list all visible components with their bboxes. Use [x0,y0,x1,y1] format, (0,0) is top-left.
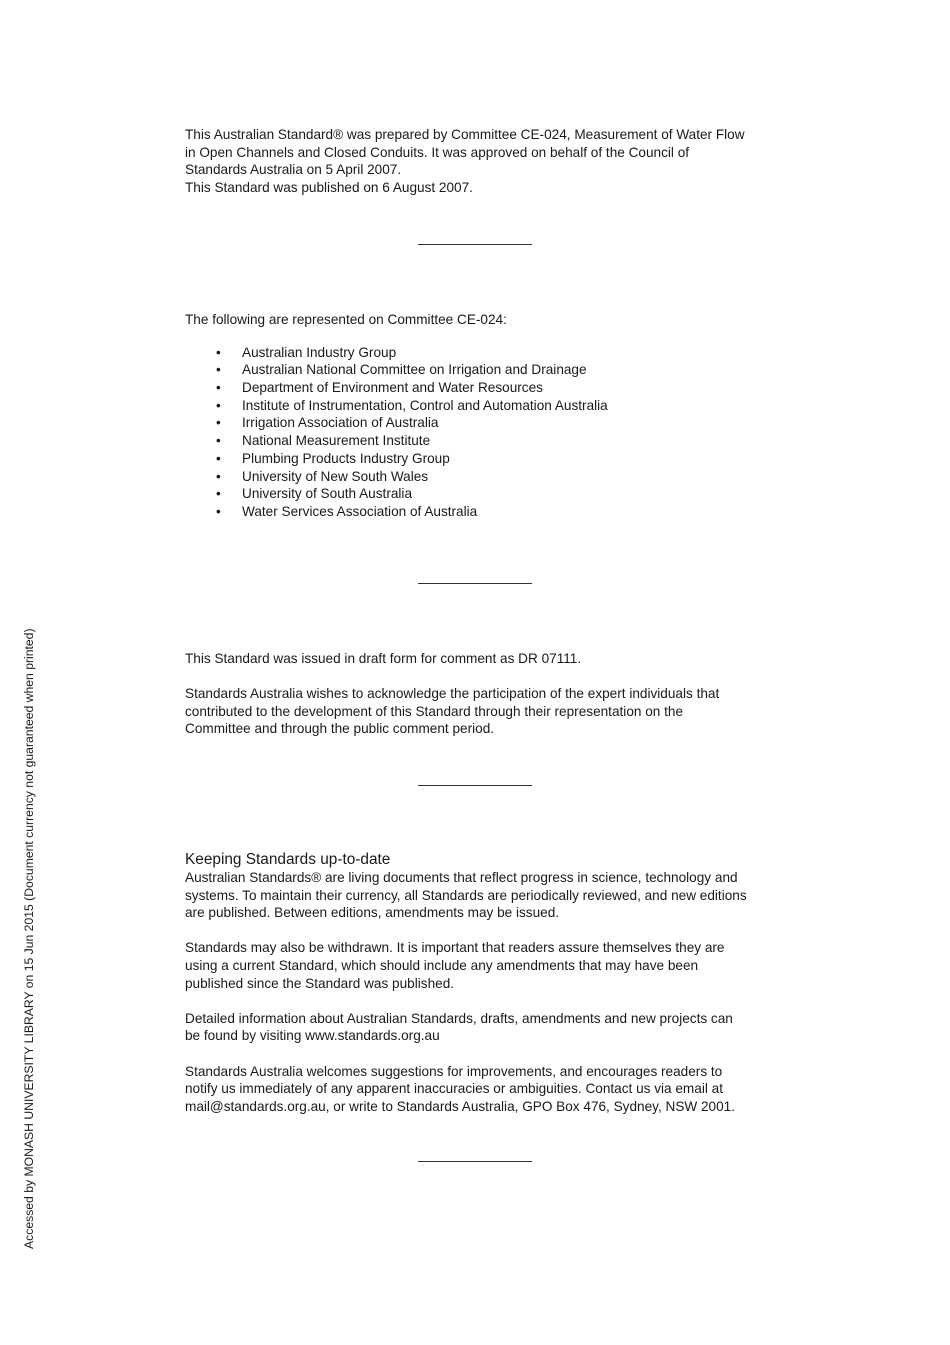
committee-member-name: Water Services Association of Australia [242,503,478,519]
bullet-icon: • [216,486,221,502]
paragraph-line: notify us immediately of any apparent inaccuracies or ambiguities. Contact us via email at [185,1081,723,1097]
bullet-icon: • [216,468,221,484]
committee-member-name: Australian National Committee on Irrigation and Drainage [242,362,587,378]
paragraph-line: Detailed information about Australian Standards, drafts, amendments and new projects can [185,1010,733,1026]
preparation-line: This Australian Standard® was prepared by Committee CE-024, Measurement of Water Flow [185,127,745,142]
paragraph-line: Standards Australia welcomes suggestions for improvements, and encourages readers to [185,1063,723,1079]
paragraph-line: systems. To maintain their currency, all Standards are periodically reviewed, and new editions [185,887,747,903]
draft-issued-text: This Standard was issued in draft form for comment as DR 07111. [185,651,582,666]
bullet-icon: • [216,415,221,431]
committee-member-list [185,344,775,521]
committee-member-item [185,503,775,521]
bullet-icon: • [216,450,221,466]
committee-member-item [185,361,775,379]
committee-member-name: Institute of Instrumentation, Control and Automation Australia [242,397,608,413]
section-divider [418,583,532,584]
committee-member-item [185,344,775,362]
acknowledgement-line: contributed to the development of this Standard through their representation on the [185,703,684,719]
section-heading: Keeping Standards up-to-date [185,851,391,868]
section-divider [418,1161,532,1162]
preparation-line: Standards Australia on 5 April 2007. [185,162,402,178]
committee-section [185,311,775,521]
draft-section [185,650,775,738]
paragraph-line: mail@standards.org.au, or write to Standards Australia, GPO Box 476, Sydney, NSW 2001. [185,1098,736,1114]
bullet-icon: • [216,344,221,360]
committee-member-name: Plumbing Products Industry Group [242,450,450,466]
committee-member-item [185,414,775,432]
committee-member-item [185,432,775,450]
preparation-line: in Open Channels and Closed Conduits. It was approved on behalf of the Council of [185,144,690,160]
bullet-icon: • [216,380,221,395]
acknowledgement-line: Committee and through the public comment period. [185,721,495,737]
keeping-up-to-date-section [185,851,775,1115]
committee-member-item [185,379,775,397]
paragraph-line: using a current Standard, which should include any amendments that may have been [185,957,699,973]
bullet-icon: • [216,433,221,449]
committee-member-name: University of New South Wales [242,468,429,484]
bullet-icon: • [216,503,221,519]
committee-member-item [185,485,775,503]
paragraph-line: be found by visiting www.standards.org.au [185,1028,440,1044]
committee-intro: The following are represented on Committee CE-024: [185,312,507,327]
paragraph-line: Standards may also be withdrawn. It is important that readers assure themselves they are [185,940,725,956]
committee-member-name: National Measurement Institute [242,433,431,449]
access-watermark-text: Accessed by MONASH UNIVERSITY LIBRARY on 15 Jun 2015 (Document currency not guaranteed when printed) [22,628,36,1249]
bullet-icon: • [216,397,221,413]
publication-line: This Standard was published on 6 August 2007. [185,179,473,195]
acknowledgement-line: Standards Australia wishes to acknowledge the participation of the expert individuals that [185,686,720,702]
paragraph-line: published since the Standard was published. [185,975,455,991]
committee-member-item [185,450,775,468]
paragraph-line: are published. Between editions, amendments may be issued. [185,905,560,921]
section-divider [418,244,532,245]
committee-member-name: Irrigation Association of Australia [242,415,439,431]
committee-member-item [185,397,775,415]
paragraph-line: Australian Standards® are living documents that reflect progress in science, technology and [185,870,738,885]
bullet-icon: • [216,362,221,378]
section-divider [418,785,532,786]
committee-member-name: Australian Industry Group [242,344,397,360]
preparation-statement [185,126,775,196]
committee-member-item [185,468,775,486]
committee-member-name: University of South Australia [242,486,413,502]
committee-member-name: Department of Environment and Water Resources [242,380,543,395]
